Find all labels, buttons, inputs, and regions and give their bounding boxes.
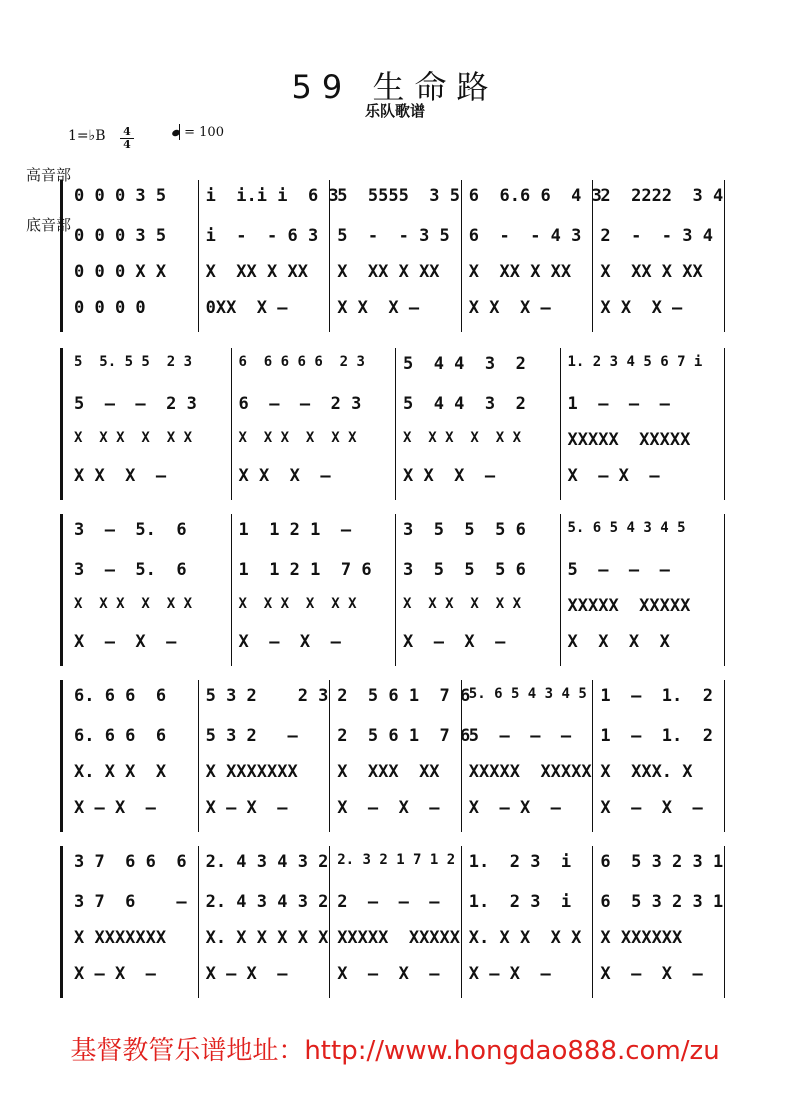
measure: X X X X X X xyxy=(74,430,193,446)
measure: X XXX. X xyxy=(600,762,693,782)
measure: X X X X X X xyxy=(238,596,357,612)
measure: X X X X xyxy=(567,632,670,652)
measure: X X X – xyxy=(337,298,420,318)
measure: X X X – xyxy=(468,298,551,318)
measure: 6. 6 6 6 xyxy=(74,686,167,706)
staff-row xyxy=(72,466,730,502)
measure: 5 3 2 2 3 xyxy=(205,686,329,706)
measure: X X X – xyxy=(238,466,331,486)
staff-row xyxy=(72,560,730,596)
measure: X – X – xyxy=(600,798,703,818)
measure: 6 6.6 6 4 3 xyxy=(468,186,602,206)
measure: X XX X XX xyxy=(205,262,308,282)
measure: 6 5 3 2 3 1 xyxy=(600,852,724,872)
measure: 0 0 0 3 5 xyxy=(74,226,167,246)
system-bracket xyxy=(60,846,67,998)
measure: 1 1 2 1 – xyxy=(238,520,352,540)
measure: 5 - - 3 5 xyxy=(337,226,450,246)
measure: X. X X X X X xyxy=(205,928,329,948)
measure: 3 7 6 – xyxy=(74,892,187,912)
staff-row xyxy=(72,596,730,632)
measure: X. X X X xyxy=(74,762,167,782)
staff-row xyxy=(72,762,730,798)
measure: 2 5 6 1 7 6 xyxy=(337,726,471,746)
tempo-value: = 100 xyxy=(184,125,224,140)
measure: 1. 2 3 4 5 6 7 i xyxy=(567,354,703,370)
measure: X. X X X X xyxy=(468,928,582,948)
measure: X X X – xyxy=(74,466,167,486)
measure: X X X – xyxy=(403,466,496,486)
measure: 3 5 5 5 6 xyxy=(403,560,526,580)
measure: X XX X XX xyxy=(468,262,572,282)
score-system xyxy=(60,680,730,832)
staff-row xyxy=(72,394,730,430)
measure: XXXXX XXXXX xyxy=(337,928,461,948)
part-label-lower: 底音部 xyxy=(26,216,72,234)
system-bracket xyxy=(60,180,67,332)
measure: X – X – xyxy=(468,798,561,818)
measure: X X X X X X xyxy=(403,596,522,612)
measure: 0 0 0 X X xyxy=(74,262,167,282)
measure: 2 - - 3 4 xyxy=(600,226,713,246)
measure: 2. 4 3 4 3 2 xyxy=(205,852,329,872)
measure: 3 7 6 6 6 xyxy=(74,852,187,872)
tempo-marking xyxy=(172,124,224,140)
measure: 6 5 3 2 3 1 xyxy=(600,892,724,912)
measure: 6 6 6 6 6 2 3 xyxy=(238,354,365,370)
measure: X – X – xyxy=(337,964,440,984)
score-system xyxy=(60,846,730,998)
measure: 6 – – 2 3 xyxy=(238,394,362,414)
measure: 5 4 4 3 2 xyxy=(403,354,526,374)
measure: 2 2222 3 4 xyxy=(600,186,724,206)
staff-row xyxy=(72,928,730,964)
measure: 1. 2 3 i xyxy=(468,892,572,912)
staff-row xyxy=(72,686,730,722)
staff-row xyxy=(72,186,730,222)
measure: 5 – – – xyxy=(468,726,572,746)
measure: X – X – xyxy=(205,798,288,818)
time-sig-top: 4 xyxy=(123,125,131,138)
measure: X XXX XX xyxy=(337,762,440,782)
measure: 0XX X – xyxy=(205,298,288,318)
measure: 1 1 2 1 7 6 xyxy=(238,560,372,580)
measure: X XX X XX xyxy=(337,262,440,282)
system-bracket xyxy=(60,680,67,832)
measure: X – X – xyxy=(403,632,506,652)
measure: X – X – xyxy=(468,964,551,984)
staff-row xyxy=(72,354,730,390)
measure: 0 0 0 3 5 xyxy=(74,186,167,206)
measure: 5 – – – xyxy=(567,560,670,580)
time-sig-bottom: 4 xyxy=(120,138,134,151)
measure: 5 5. 5 5 2 3 xyxy=(74,354,193,370)
score-system xyxy=(60,348,730,500)
time-signature xyxy=(120,126,134,151)
measure: X – X – xyxy=(74,798,156,818)
measure: X – X – xyxy=(74,632,177,652)
measure: X X X – xyxy=(600,298,683,318)
measure: X XXXXXX xyxy=(600,928,683,948)
measure: X XXXXXXX xyxy=(74,928,167,948)
measure: i i.i i 6 3 xyxy=(205,186,339,206)
measure: 5 4 4 3 2 xyxy=(403,394,526,414)
staff-row xyxy=(72,726,730,762)
measure: 0 0 0 0 xyxy=(74,298,146,318)
measure: X X X X X X xyxy=(238,430,357,446)
measure: X – X – xyxy=(238,632,341,652)
system-bracket xyxy=(60,514,67,666)
measure: 3 – 5. 6 xyxy=(74,560,187,580)
score-subtitle: 乐队歌谱 xyxy=(364,102,425,120)
measure: 5. 6 5 4 3 4 5 xyxy=(468,686,587,702)
part-label-upper: 高音部 xyxy=(26,166,72,184)
score-title: 59 生命路 xyxy=(291,68,499,106)
measure: XXXXX XXXXX xyxy=(468,762,592,782)
measure: 3 5 5 5 6 xyxy=(403,520,526,540)
staff-row xyxy=(72,892,730,928)
score-system xyxy=(60,514,730,666)
measure: 5 5555 3 5 xyxy=(337,186,461,206)
measure: X X X X X X xyxy=(403,430,522,446)
measure: 1. 2 3 i xyxy=(468,852,572,872)
measure: 6 - - 4 3 xyxy=(468,226,582,246)
quarter-note-icon xyxy=(172,125,180,140)
measure: 2. 3 2 1 7 1 2 xyxy=(337,852,456,868)
score-system xyxy=(60,180,730,332)
staff-row xyxy=(72,298,730,334)
measure: X – X – xyxy=(74,964,156,984)
measure: X – X – xyxy=(337,798,440,818)
measure: X X X X X X xyxy=(74,596,193,612)
measure: i - - 6 3 xyxy=(205,226,319,246)
measure: 5 3 2 – xyxy=(205,726,298,746)
staff-row xyxy=(72,430,730,466)
measure: XXXXX XXXXX xyxy=(567,430,691,450)
staff-row xyxy=(72,262,730,298)
staff-row xyxy=(72,520,730,556)
footer-link[interactable]: 基督教管乐谱地址：http://www.hongdao888.com/zu xyxy=(70,1036,720,1066)
staff-row xyxy=(72,632,730,668)
measure: X XX X XX xyxy=(600,262,703,282)
staff-row xyxy=(72,798,730,834)
system-bracket xyxy=(60,348,67,500)
measure: 5. 6 5 4 3 4 5 xyxy=(567,520,686,536)
measure: 1 – – – xyxy=(567,394,670,414)
measure: X – X – xyxy=(567,466,660,486)
measure: X XXXXXXX xyxy=(205,762,298,782)
measure: X – X – xyxy=(600,964,703,984)
staff-row xyxy=(72,852,730,888)
staff-row xyxy=(72,964,730,1000)
measure: XXXXX XXXXX xyxy=(567,596,691,616)
measure: 2 5 6 1 7 6 xyxy=(337,686,471,706)
measure: 2. 4 3 4 3 2 xyxy=(205,892,329,912)
staff-row xyxy=(72,226,730,262)
measure: 6. 6 6 6 xyxy=(74,726,167,746)
measure: 1 – 1. 2 xyxy=(600,726,713,746)
measure: 1 – 1. 2 xyxy=(600,686,713,706)
measure: 2 – – – xyxy=(337,892,440,912)
measure: 5 – – 2 3 xyxy=(74,394,197,414)
measure: X – X – xyxy=(205,964,288,984)
measure: 3 – 5. 6 xyxy=(74,520,187,540)
key-signature: 1=♭B xyxy=(68,128,106,144)
